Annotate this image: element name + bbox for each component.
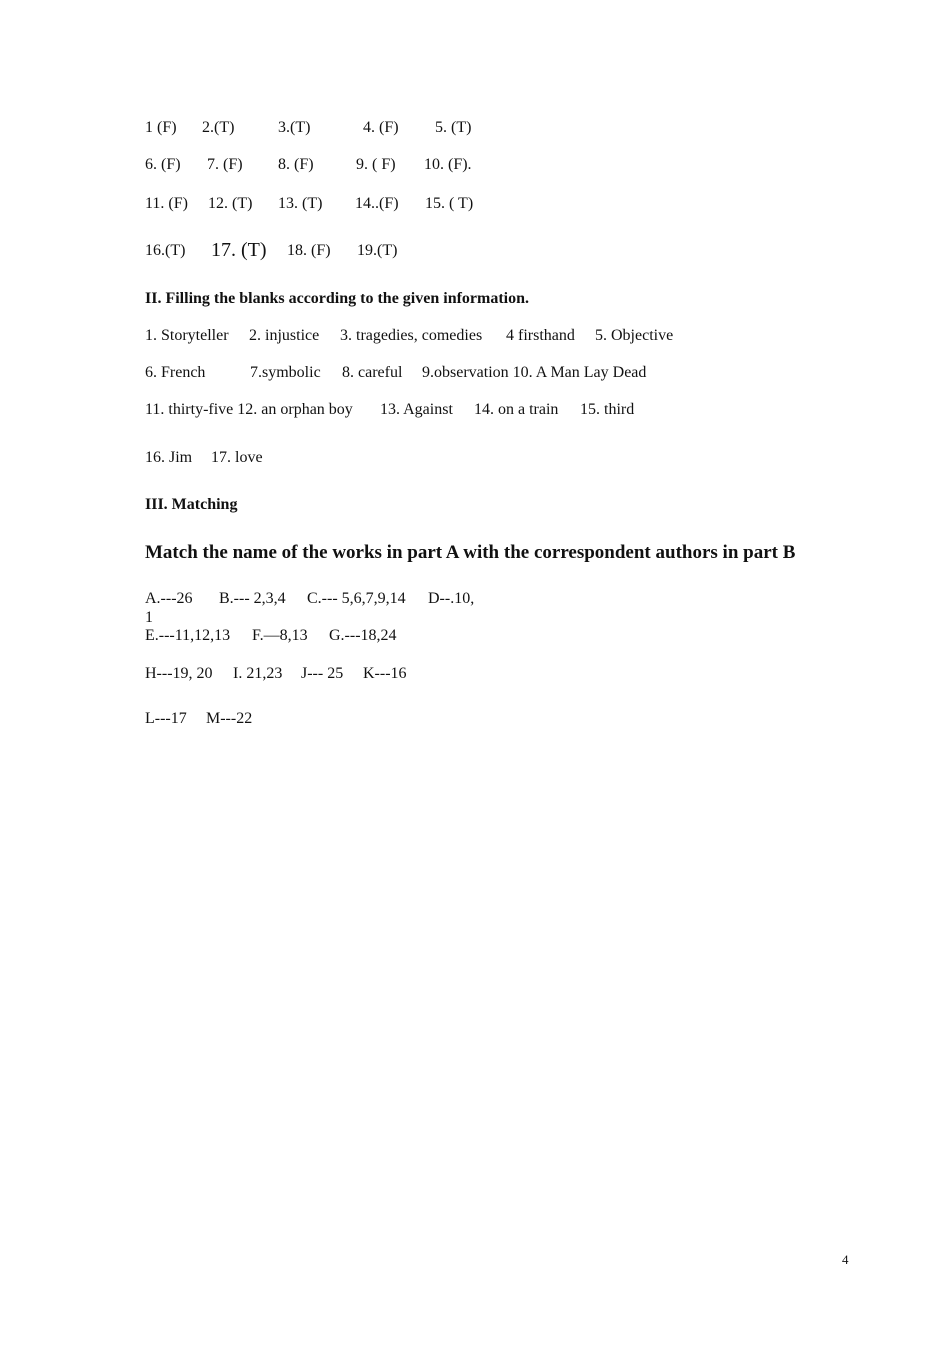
answer-item: 9.observation 10. A Man Lay Dead	[422, 364, 647, 381]
answer-item: 6. (F)	[145, 156, 181, 173]
answer-item: 13. (T)	[278, 195, 323, 212]
answer-item: 4. (F)	[363, 119, 399, 136]
answer-item: B.--- 2,3,4	[219, 590, 286, 607]
answer-item: 18. (F)	[287, 242, 331, 259]
answer-item: 11. (F)	[145, 195, 188, 212]
answer-item: 8. careful	[342, 364, 403, 381]
answer-item: 17. (T)	[211, 239, 267, 261]
answer-item: D--.10,	[428, 590, 475, 607]
answer-item: 16. Jim	[145, 449, 193, 466]
answer-item: 19.(T)	[357, 242, 398, 259]
answer-item: 7.symbolic	[250, 364, 321, 381]
answer-item: 2. injustice	[249, 327, 320, 344]
answer-item: 16.(T)	[145, 242, 186, 259]
answer-item: 2.(T)	[202, 119, 235, 136]
answer-item: M---22	[206, 710, 253, 727]
answer-item: G.---18,24	[329, 627, 397, 644]
answer-item: J--- 25	[301, 665, 344, 682]
answer-item: C.--- 5,6,7,9,14	[307, 590, 406, 607]
answer-item: 10. (F).	[424, 156, 472, 173]
answer-item: 3. tragedies, comedies	[340, 327, 483, 344]
answer-item: 14..(F)	[355, 195, 399, 212]
answer-item: 14. on a train	[474, 401, 559, 418]
answer-item: L---17	[145, 710, 187, 727]
answer-item: 7. (F)	[207, 156, 243, 173]
answer-item: 17. love	[211, 449, 263, 466]
answer-item: 1	[145, 609, 153, 626]
answer-item: 11. thirty-five 12. an orphan boy	[145, 401, 353, 418]
page-number: 4	[842, 1252, 849, 1267]
answer-item: 15. ( T)	[425, 195, 474, 212]
answer-item: 13. Against	[380, 401, 453, 418]
answer-item: I. 21,23	[233, 665, 283, 682]
answer-item: 3.(T)	[278, 119, 311, 136]
answer-item: H---19, 20	[145, 665, 213, 682]
answer-item: 9. ( F)	[356, 156, 396, 173]
section-heading: II. Filling the blanks according to the given information.	[145, 290, 530, 307]
section-subheading: Match the name of the works in part A with the correspondent authors in part B	[145, 542, 796, 563]
answer-item: 12. (T)	[208, 195, 253, 212]
answer-item: A.---26	[145, 590, 193, 607]
answer-item: 1. Storyteller	[145, 327, 229, 344]
answer-item: 5. (T)	[435, 119, 472, 136]
answer-item: 4 firsthand	[506, 327, 575, 344]
answer-item: 1 (F)	[145, 119, 177, 136]
section-heading: III. Matching	[145, 496, 238, 513]
answer-item: 5. Objective	[595, 327, 674, 344]
answer-item: 8. (F)	[278, 156, 314, 173]
answer-item: F.—8,13	[252, 627, 308, 644]
answer-item: K---16	[363, 665, 407, 682]
answer-item: 15. third	[580, 401, 635, 418]
answer-item: 6. French	[145, 364, 206, 381]
answer-item: E.---11,12,13	[145, 627, 231, 644]
